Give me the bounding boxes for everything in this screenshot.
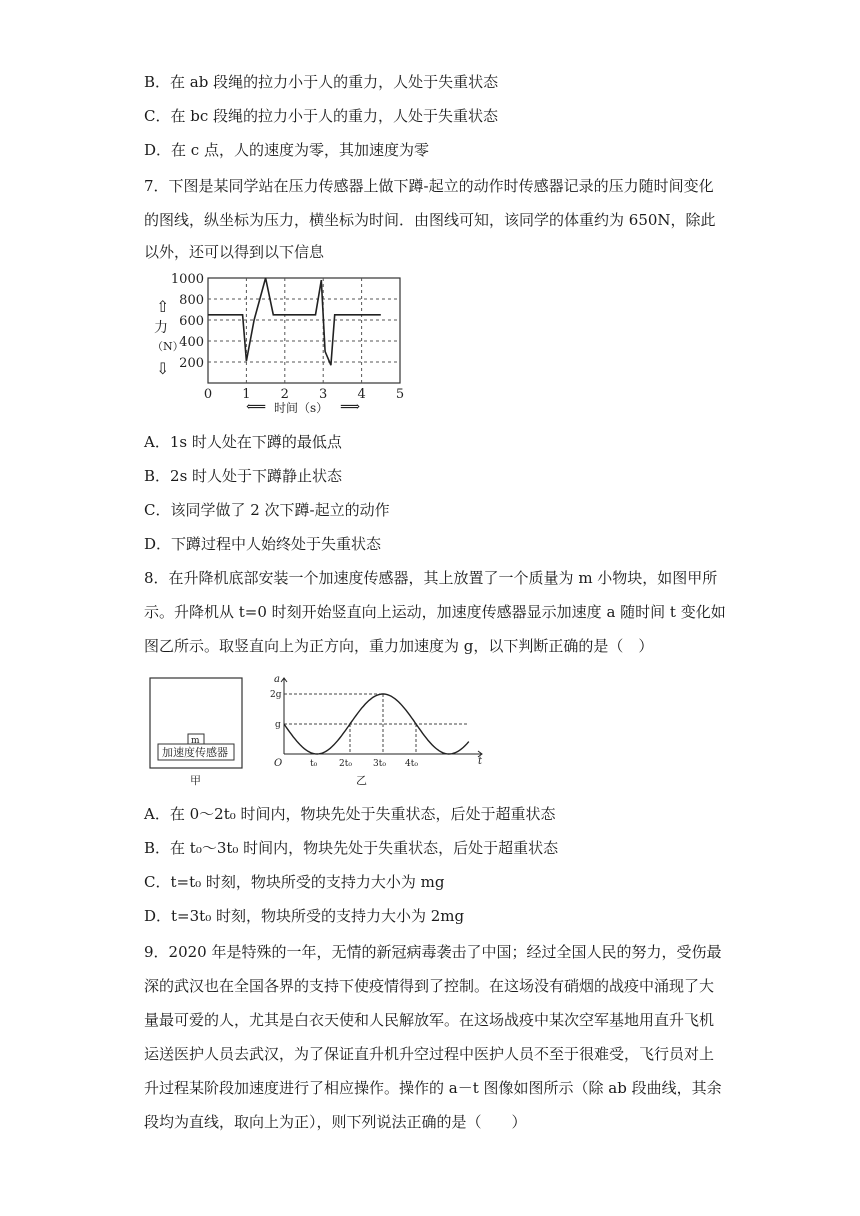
option-7b: B．2s 时人处于下蹲静止状态 [144,467,343,485]
option-7c: C．该同学做了 2 次下蹲-起立的动作 [144,501,390,519]
y-axis-unit: （N） [152,340,184,353]
question-9-line-1: 9．2020 年是特殊的一年，无情的新冠病毒袭击了中国；经过全国人民的努力，受伤最 [144,943,722,961]
question-7-line-2: 的图线，纵坐标为压力，横坐标为时间．由图线可知，该同学的体重约为 650N，除此 [144,211,716,229]
down-arrow-icon: ⇩ [156,359,170,378]
left-arrow-icon: ⟸ [246,399,267,415]
up-arrow-icon: ⇧ [156,297,170,316]
question-9-line-4: 运送医护人员去武汉，为了保证直升机升空过程中医护人员不至于很难受，飞行员对上 [144,1045,715,1063]
option-6c: C．在 bc 段绳的拉力小于人的重力，人处于失重状态 [144,107,499,125]
x-tick-label: 4 [357,387,366,402]
x-tick-label: 1 [242,387,251,402]
x-axis-t: t [478,756,483,767]
xtick-2t0: 2t₀ [339,759,352,769]
chart-grid [208,278,400,383]
y-tick-label: 400 [179,335,204,350]
x-tick-label: 5 [395,387,405,402]
option-8c: C．t=t₀ 时刻，物块所受的支持力大小为 mg [144,873,445,891]
y-axis-label: 力 [154,320,168,336]
xtick-t0: t₀ [310,759,318,769]
option-6b: B．在 ab 段绳的拉力小于人的重力，人处于失重状态 [144,73,499,91]
option-8b: B．在 t₀～3t₀ 时间内，物块先处于失重状态，后处于超重状态 [144,839,559,857]
y-tick-label: 600 [179,314,204,329]
xtick-4t0: 4t₀ [405,759,418,769]
origin-label: O [274,758,283,769]
x-tick-label: 0 [203,387,213,402]
question-8-line-1: 8．在升降机底部安装一个加速度传感器，其上放置了一个质量为 m 小物块，如图甲所 [144,569,718,587]
question-9-line-5: 升过程某阶段加速度进行了相应操作。操作的 a－t 图像如图所示（除 ab 段曲线，其余 [144,1079,722,1097]
right-arrow-icon: ⟹ [340,399,361,415]
y-tick-label: 800 [179,293,204,308]
question-7-line-3: 以外，还可以得到以下信息 [144,243,325,261]
y-tick-label: 1000 [170,272,204,287]
option-7a: A．1s 时人处在下蹲的最低点 [144,433,342,451]
question-9-line-2: 深的武汉也在全国各界的支持下使疫情得到了控制。在这场没有硝烟的战疫中涌现了大 [144,977,715,995]
question-9-line-3: 量最可爱的人，尤其是白衣天使和人民解放军。在这场战疫中某次空军基地用直升飞机 [144,1011,715,1029]
accel-time-chart [281,678,482,757]
option-6d: D．在 c 点，人的速度为零，其加速度为零 [144,141,429,159]
question-7-line-1: 7．下图是某同学站在压力传感器上做下蹲-起立的动作时传感器记录的压力随时间变化 [144,177,714,195]
x-axis-label: 时间（s） [274,401,329,415]
caption-jia: 甲 [190,774,201,787]
question-9-line-6: 段均为直线，取向上为正），则下列说法正确的是（ ） [144,1113,527,1131]
ytick-g: g [275,720,281,730]
question-8-line-2: 示。升降机从 t=0 时刻开始竖直向上运动，加速度传感器显示加速度 a 随时间 t 变化如 [144,603,726,621]
mass-label: m [191,736,200,746]
pressure-time-chart [150,270,410,420]
option-8d: D．t=3t₀ 时刻，物块所受的支持力大小为 2mg [144,907,465,925]
y-tick-label: 200 [179,356,204,371]
option-7d: D．下蹲过程中人始终处于失重状态 [144,535,382,553]
sensor-label: 加速度传感器 [162,746,228,759]
caption-yi: 乙 [356,774,367,787]
option-8a: A．在 0～2t₀ 时间内，物块先处于失重状态，后处于超重状态 [144,805,556,823]
question-8-line-3: 图乙所示。取竖直向上为正方向，重力加速度为 g，以下判断正确的是（ ） [144,637,654,655]
elevator-figure [144,672,494,790]
y-axis-a: a [274,674,280,685]
x-tick-label: 3 [319,387,328,402]
xtick-3t0: 3t₀ [373,759,386,769]
ytick-2g: 2g [270,690,282,700]
x-tick-label: 2 [280,387,289,402]
pressure-curve [208,278,381,365]
plot-frame [208,278,400,383]
